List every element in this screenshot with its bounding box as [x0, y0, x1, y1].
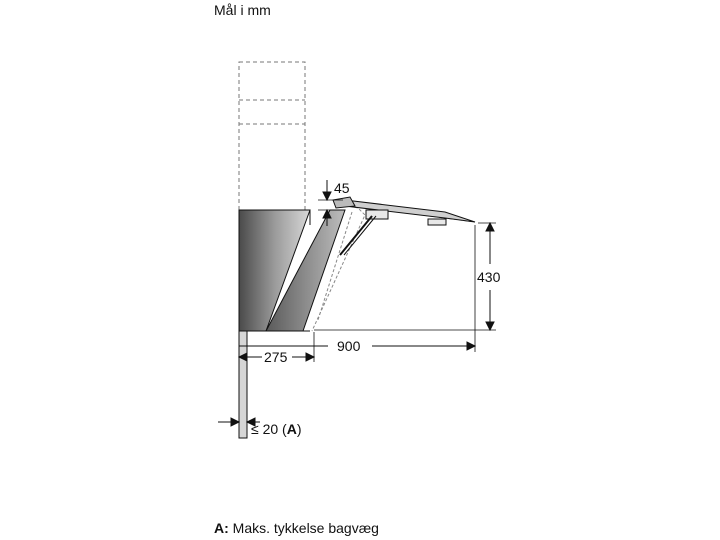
flap-mechanism [333, 197, 475, 255]
dimension-wall-thickness-label: ≤ 20 (A) [251, 421, 302, 437]
dimension-430-label: 430 [477, 269, 501, 285]
dimension-45-label: 45 [334, 180, 350, 196]
footnote [214, 520, 379, 536]
dimension-275-label: 275 [264, 349, 288, 365]
footnote-key: A: [214, 520, 229, 536]
dimension-900-label: 900 [337, 338, 361, 354]
footnote-text: Maks. tykkelse bagvæg [228, 520, 379, 536]
back-wall [239, 331, 247, 438]
units-label: Mål i mm [214, 2, 271, 18]
chimney-outline [239, 62, 305, 210]
